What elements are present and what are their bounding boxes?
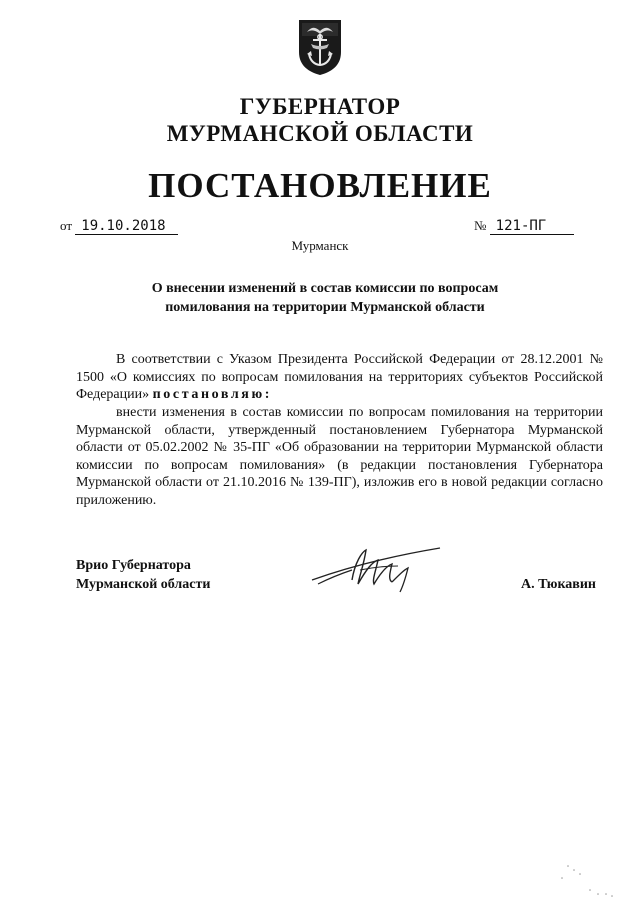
city-name: Мурманск — [291, 238, 349, 253]
signer-position-line2: Мурманской области — [76, 577, 211, 592]
org-title-line2: МУРМАНСКОЙ ОБЛАСТИ — [166, 121, 474, 146]
handwritten-signature — [300, 540, 450, 600]
scan-artifact-marks — [550, 860, 620, 900]
subject-line2: помилования на территории Мурманской области — [165, 300, 485, 315]
resolution-word: постановляю: — [152, 387, 273, 402]
document-type-heading: ПОСТАНОВЛЕНИЕ — [148, 166, 492, 205]
org-title-line1: ГУБЕРНАТОР — [239, 94, 401, 119]
paragraph-1-text: В соответствии с Указом Президента Российской Федерации от 28.12.2001 № 1500 «О комиссиях по вопросам помилования на территориях субъектов Российской Федерации» — [76, 352, 603, 402]
date-value: 19.10.2018 — [75, 218, 178, 235]
coat-of-arms-icon — [297, 18, 343, 76]
signer-name: А. Тюкавин — [521, 577, 596, 592]
number-prefix: № — [474, 218, 487, 233]
number-value: 121-ПГ — [490, 218, 574, 235]
signer-position-line1: Врио Губернатора — [76, 558, 191, 573]
body-paragraph-1 — [76, 351, 603, 404]
date-prefix: от — [60, 218, 73, 233]
document-subject — [120, 279, 530, 317]
subject-line1: О внесении изменений в состав комиссии по вопросам — [151, 281, 499, 296]
signer-position — [76, 556, 210, 594]
body-paragraph-2: внести изменения в состав комиссии по вопросам помилования на территории Мурманской области, утвержденный постановлением Губернатора Мурманской области от 05.02.2002 № 35-ПГ «Об образовании на территории Мурманской области комиссии по вопросам помилования» (в редакции постановления Губернатора Мурманской области от 21.10.2016 № 139-ПГ), изложив его в новой редакции согласно приложению. — [76, 405, 603, 508]
document-date — [60, 218, 178, 235]
document-number — [474, 218, 574, 235]
